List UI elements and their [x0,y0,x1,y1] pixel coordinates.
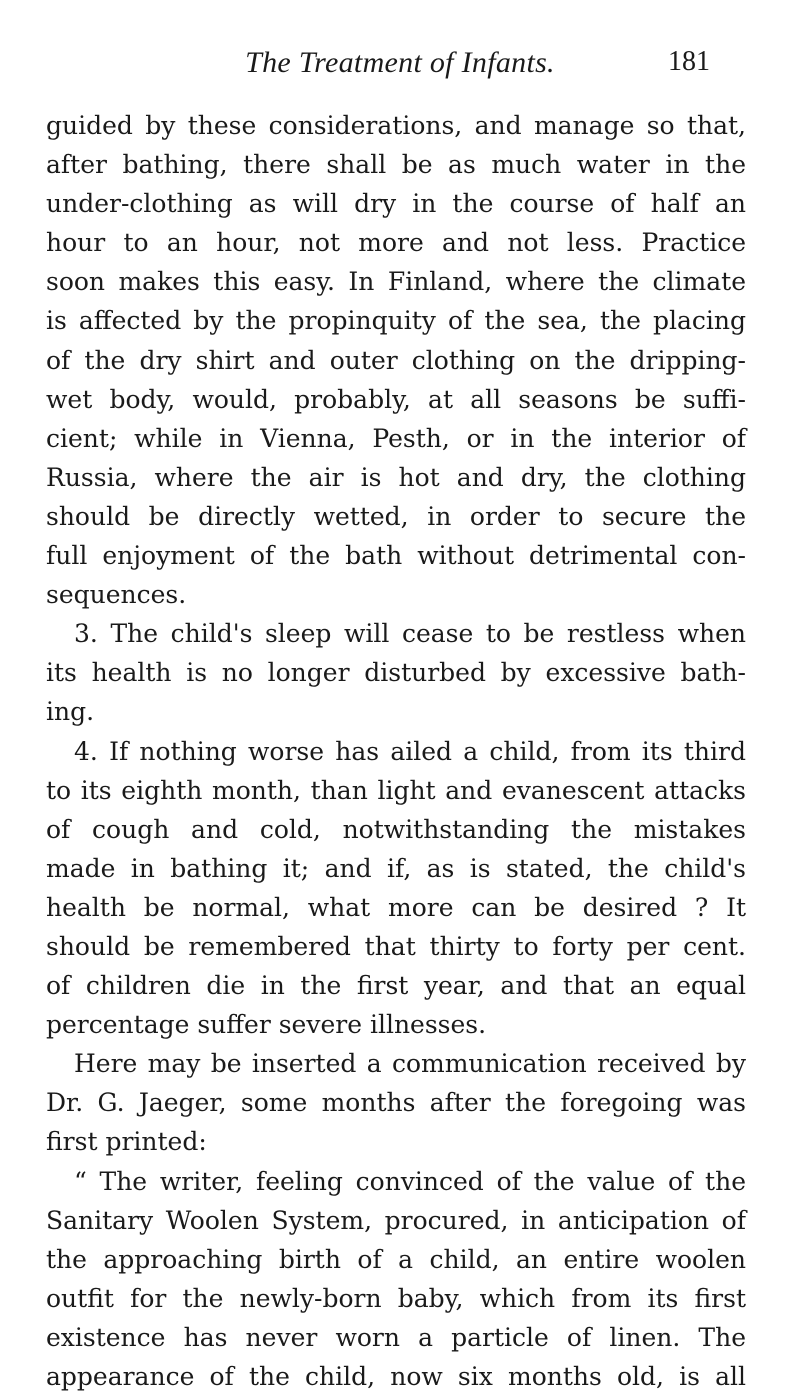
text-line: sequences. [46,580,187,610]
text-line: existence has never worn a particle of linen. The [46,1322,746,1352]
text-line: 3. The child's sleep will cease to be restless when [74,619,746,649]
text-line: the approaching birth of a child, an entire woolen [46,1244,746,1274]
body-text [46,106,746,1396]
text-line: to its eighth month, than light and evanescent attacks [46,775,746,805]
text-line: of cough and cold, notwithstanding the mistakes [46,814,746,844]
text-line: Russia, where the air is hot and dry, the clothing [46,462,746,492]
text-line: hour to an hour, not more and not less. Practice [46,228,746,258]
text-line: wet body, would, probably, at all seasons be suffi- [46,384,746,414]
text-line: outfit for the newly-born baby, which from its first [46,1283,746,1313]
text-line: is affected by the propinquity of the sea, the placing [46,306,746,336]
text-line: full enjoyment of the bath without detrimental con- [46,541,746,571]
text-line: health be normal, what more can be desired ? It [46,892,746,922]
text-line: should be directly wetted, in order to secure the [46,501,746,531]
text-line: first printed: [46,1127,207,1157]
text-line: Dr. G. Jaeger, some months after the foregoing was [46,1088,746,1118]
text-line: “ The writer, feeling convinced of the value of the [74,1166,746,1196]
text-line: soon makes this easy. In Finland, where the climate [46,267,746,297]
text-line: its health is no longer disturbed by excessive bath- [46,658,746,688]
text-line: ing. [46,697,95,727]
text-line: of children die in the first year, and that an equal [46,971,746,1001]
text-line: cient; while in Vienna, Pesth, or in the interior of [46,423,746,453]
running-title: The Treatment of Infants. [245,46,555,79]
text-line: appearance of the child, now six months old, is all [46,1362,746,1391]
text-line: under-clothing as will dry in the course of half an [46,189,746,219]
text-line: after bathing, there shall be as much water in the [46,150,746,180]
text-line: should be remembered that thirty to forty per cent. [46,931,746,961]
text-line: percentage suffer severe illnesses. [46,1010,487,1040]
text-line: of the dry shirt and outer clothing on the dripping- [46,345,746,375]
text-line: 4. If nothing worse has ailed a child, from its third [74,736,746,766]
text-line: Here may be inserted a communication received by [74,1049,746,1079]
text-line: made in bathing it; and if, as is stated, the child's [46,853,746,883]
text-line: Sanitary Woolen System, procured, in anticipation of [46,1205,746,1235]
page-number: 181 [668,46,710,77]
text-line: guided by these considerations, and manage so that, [46,111,746,140]
